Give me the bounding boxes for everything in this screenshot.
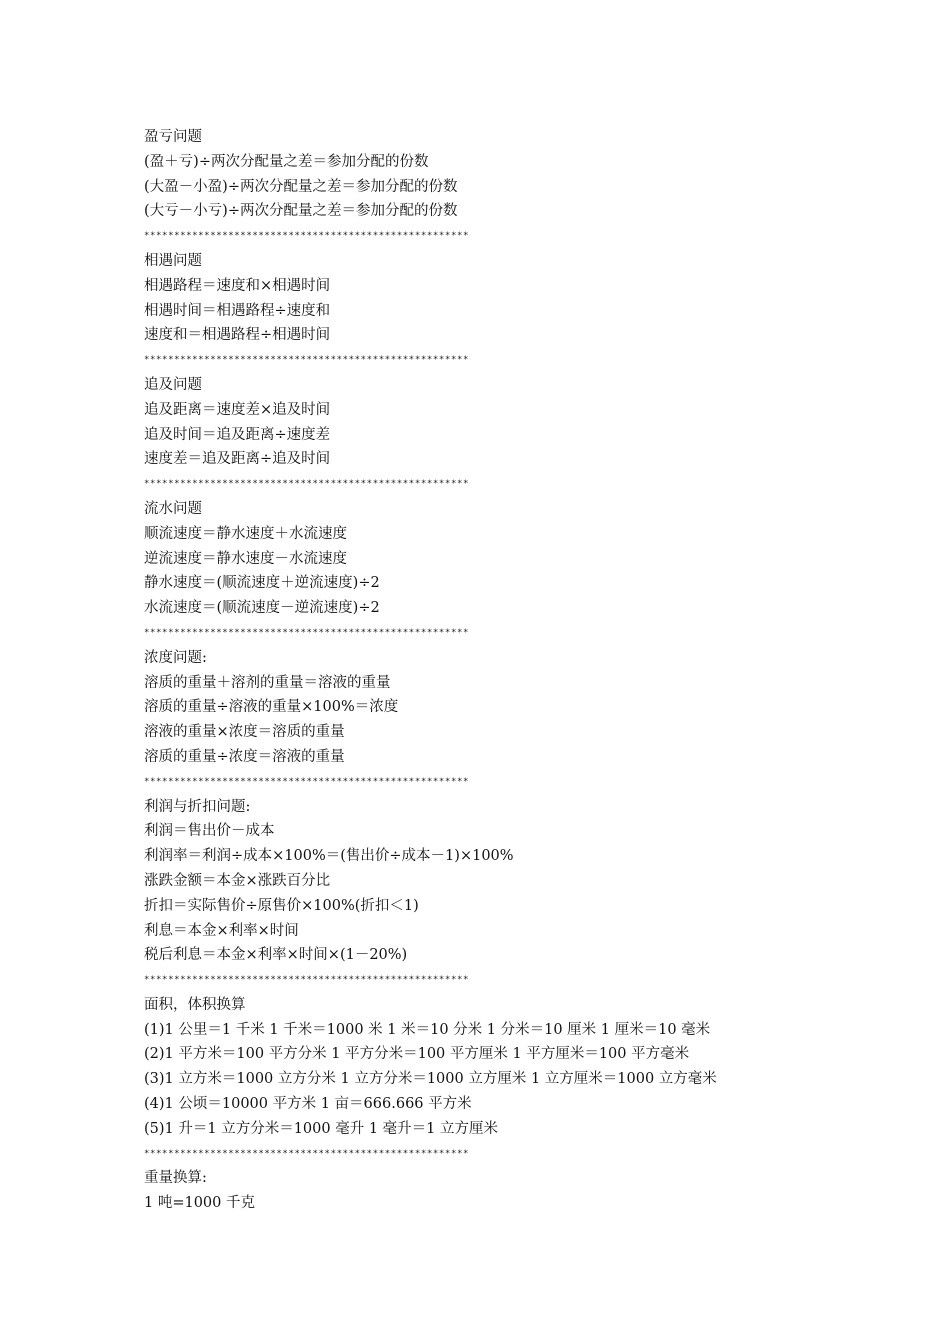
section-title: 利润与折扣问题: (144, 798, 251, 815)
formula-line: 速度和＝相遇路程÷相遇时间 (144, 327, 331, 344)
formula-line: 追及时间＝追及距离÷速度差 (144, 426, 331, 443)
section-title: 流水问题 (144, 500, 202, 517)
formula-line: 利润率＝利润÷成本×100%＝(售出价÷成本－1)×100% (144, 848, 514, 865)
formula-line: 水流速度＝(顺流速度－逆流速度)÷2 (144, 600, 380, 617)
section-title: 重量换算: (144, 1170, 207, 1187)
formula-line: 溶质的重量＋溶剂的重量＝溶液的重量 (144, 674, 391, 691)
formula-line: (5)1 升＝1 立方分米＝1000 毫升 1 毫升＝1 立方厘米 (144, 1120, 498, 1137)
formula-line: 静水速度＝(顺流速度＋逆流速度)÷2 (144, 575, 380, 592)
separator-line: ****************************************************** (144, 1148, 469, 1159)
section-title: 相遇问题 (144, 252, 202, 269)
formula-line: 涨跌金额＝本金×涨跌百分比 (144, 872, 331, 889)
formula-line: 相遇路程＝速度和×相遇时间 (144, 277, 331, 294)
formula-line: (盈＋亏)÷两次分配量之差＝参加分配的份数 (144, 153, 429, 170)
formula-line: (2)1 平方米＝100 平方分米 1 平方分米＝100 平方厘米 1 平方厘米＝100 平方毫米 (144, 1046, 690, 1063)
section-title: 浓度问题: (144, 649, 207, 666)
formula-line: 溶质的重量÷溶液的重量×100%＝浓度 (144, 699, 399, 716)
formula-line: 利息＝本金×利率×时间 (144, 922, 299, 939)
document-page (144, 125, 844, 1216)
formula-line: 利润＝售出价－成本 (144, 823, 275, 840)
separator-line: ****************************************************** (144, 231, 469, 242)
formula-line: (3)1 立方米＝1000 立方分米 1 立方分米＝1000 立方厘米 1 立方厘米＝1000 立方毫米 (144, 1071, 717, 1088)
formula-line: (大亏－小亏)÷两次分配量之差＝参加分配的份数 (144, 203, 458, 220)
formula-line: (大盈－小盈)÷两次分配量之差＝参加分配的份数 (144, 178, 458, 195)
separator-line: ****************************************************** (144, 975, 469, 986)
separator-line: ****************************************************** (144, 355, 469, 366)
formula-line: (4)1 公顷＝10000 平方米 1 亩＝666.666 平方米 (144, 1096, 472, 1113)
formula-line: 追及距离＝速度差×追及时间 (144, 401, 331, 418)
formula-line: 折扣＝实际售价÷原售价×100%(折扣＜1) (144, 897, 419, 914)
formula-line: 1 吨=1000 千克 (144, 1195, 255, 1212)
formula-line: 税后利息＝本金×利率×时间×(1－20%) (144, 947, 408, 964)
separator-line: ****************************************************** (144, 627, 469, 638)
section-title: 追及问题 (144, 376, 202, 393)
section-title: 盈亏问题 (144, 129, 202, 145)
separator-line: ****************************************************** (144, 479, 469, 490)
section-title: 面积，体积换算 (144, 996, 246, 1013)
formula-line: (1)1 公里＝1 千米 1 千米＝1000 米 1 米＝10 分米 1 分米＝10 厘米 1 厘米＝10 毫米 (144, 1021, 711, 1038)
formula-line: 相遇时间＝相遇路程÷速度和 (144, 302, 331, 319)
formula-line: 溶液的重量×浓度＝溶质的重量 (144, 724, 345, 741)
formula-line: 逆流速度＝静水速度－水流速度 (144, 550, 347, 567)
formula-line: 溶质的重量÷浓度＝溶液的重量 (144, 748, 345, 765)
formula-line: 顺流速度＝静水速度＋水流速度 (144, 525, 347, 542)
separator-line: ****************************************************** (144, 776, 469, 787)
formula-line: 速度差＝追及距离÷追及时间 (144, 451, 331, 468)
